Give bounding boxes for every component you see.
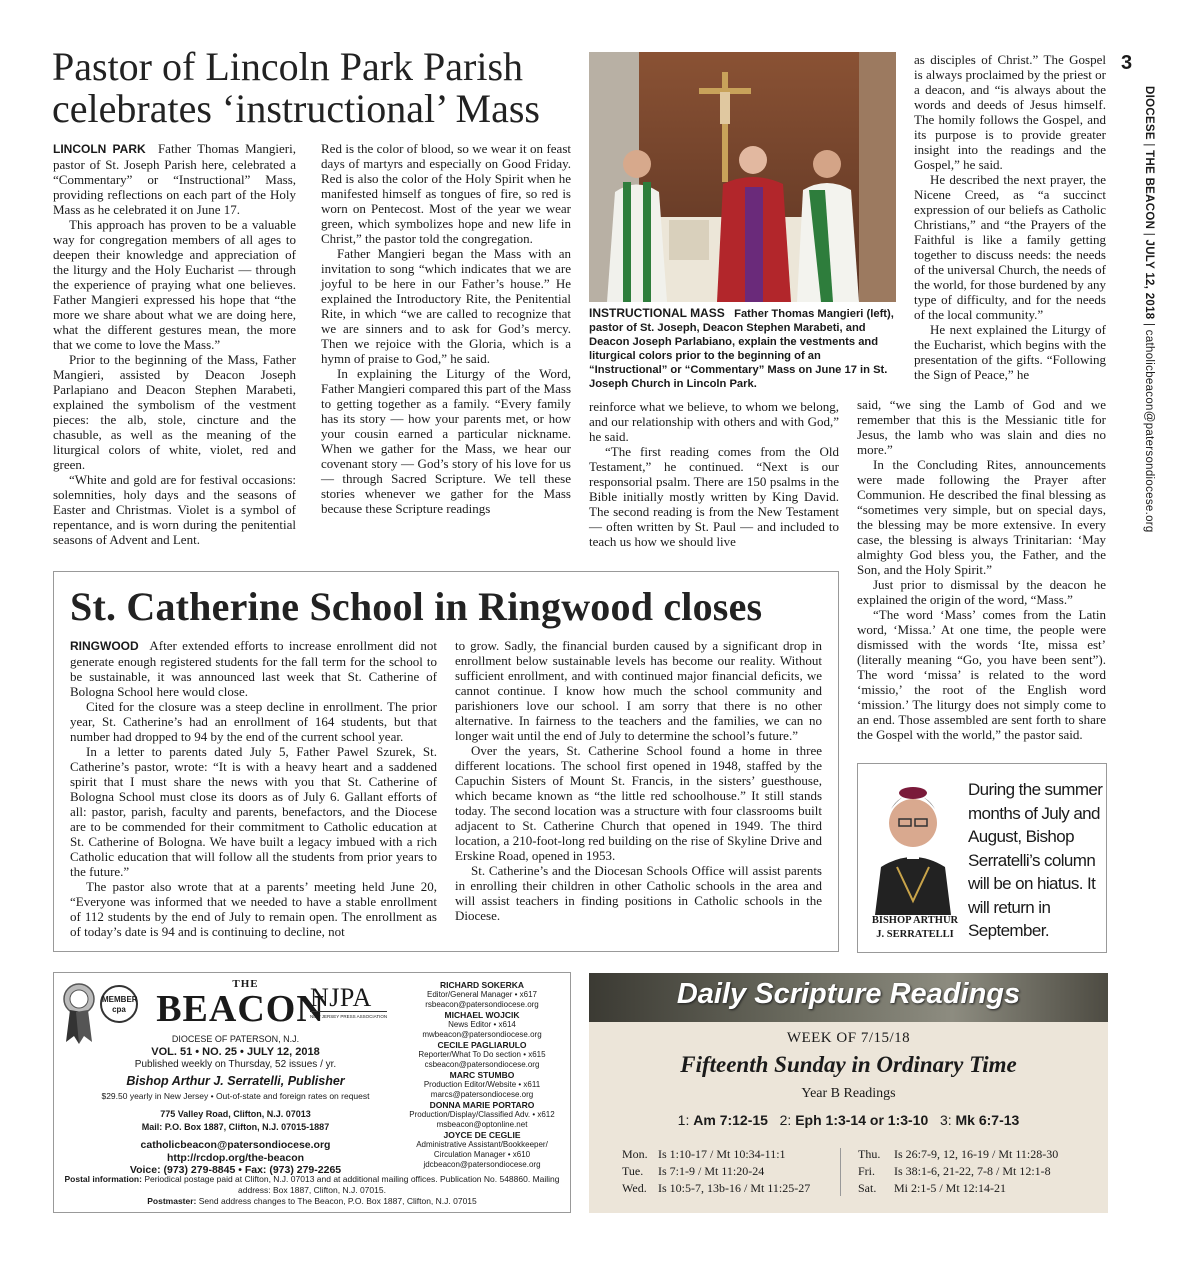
- sunday-reading: 1: Am 7:12-15: [677, 1112, 768, 1128]
- sidebar-paper: THE BEACON: [1143, 150, 1155, 230]
- article1-paragraph: Prior to the beginning of the Mass, Father Mangieri, assisted by Deacon Joseph Parlapiano and Deacon Stephen Marabeti, explained the symbolism of the vestment pieces: the alb, stole, cincture and the chasuble, as well as the meaning of the liturgical colors of white, violet, red and green.: [53, 352, 296, 472]
- article1-paragraph: said, “we sing the Lamb of God and we remember that this is the Messianic title for Jesus, the lamb who was slain and dies no more.”: [857, 397, 1106, 457]
- article1-column-4-continued: [857, 397, 1106, 742]
- article1-paragraph: “The first reading comes from the Old Testament,” he continued. “Next is our responsorial psalm. There are 150 psalms in the Bible initially mostly written by King David. The second reading is from the New Testament — often written by St. Paul — and included to teach us how we should live: [589, 444, 839, 549]
- page-number: 3: [1121, 52, 1133, 74]
- mass-photo: [589, 52, 896, 302]
- readings-year: Year B Readings: [801, 1086, 896, 1101]
- bishop-portrait: [867, 775, 959, 915]
- article2-dateline: RINGWOOD: [70, 639, 139, 653]
- weekday-readings-left: [622, 1146, 837, 1197]
- weekday-reading: Tue. Is 7:1-9 / Mt 11:20-24: [622, 1164, 765, 1178]
- staff-entry: CECILE PAGLIARULO Reporter/What To Do section • x615 csbeacon@patersondiocese.org: [418, 1040, 546, 1069]
- weekday-reading: Wed. Is 10:5-7, 13b-16 / Mt 11:25-27: [622, 1181, 811, 1195]
- article1-column-3: [589, 399, 839, 549]
- masthead-vol: VOL. 51 • NO. 25 • JULY 12, 2018: [151, 1046, 320, 1058]
- mass-photo-illustration: [589, 52, 896, 302]
- article2-paragraph: St. Catherine’s and the Diocesan Schools Office will assist parents in enrolling their children in other Catholic schools in the area and will assist teachers in finding positions in Catholic schools in the Diocese.: [455, 863, 822, 923]
- njpa-logo: NJPA NEW JERSEY PRESS ASSOCIATION: [310, 983, 388, 1019]
- photo-caption: [589, 306, 897, 391]
- article1-paragraph: Father Mangieri began the Mass with an invitation to song “which indicates that we are joyful to be here in our Father’s house.” He explained the Introductory Rite, the Penitential Rite, in which “we are called to recognize that we are sinners and to ask for God’s mercy. Then we rejoice with the Gloria, which is a hymn of praise to God,” he said.: [321, 246, 571, 366]
- weekday-reading: Sat. Mi 2:1-5 / Mt 12:14-21: [858, 1181, 1007, 1195]
- masthead-published: Published weekly on Thursday, 52 issues / yr.: [134, 1059, 337, 1070]
- caption-tag: INSTRUCTIONAL MASS: [589, 306, 725, 320]
- article1-paragraph: “The word ‘Mass’ comes from the Latin word, ‘Missa.’ At one time, the people were dismissed with the words ‘Ite, missa est’ (literally meaning “Go, you have been sent”). The word ‘missa’ is related to the word ‘missio,’ the root of the English word ‘mission.’ The liturgy does not simply come to an end. Those assembled are sent forth to share the Gospel with the world,” the pastor said.: [857, 607, 1106, 742]
- article2-paragraph: Over the years, St. Catherine School found a home in three different locations. The school first opened in 1948, staffed by the Capuchin Sisters of Mount St. Francis, in the sisters’ guesthouse, which became known as “the little red schoolhouse.” It still stands today. The second location was a structure with four classrooms built adjacent to St. Catherine Church that opened in 1949. The third location, a 210-foot-long red building on the rise of Skyline Drive and Erskine Road, opened in 1953.: [455, 743, 822, 863]
- staff-entry: JOYCE DE CEGLIE Administrative Assistant/Bookkeeper/ Circulation Manager • x610 jdcbeacon@patersondiocese.org: [416, 1130, 548, 1169]
- sidebar-section: DIOCESE: [1143, 86, 1155, 140]
- sunday-reading: 3: Mk 6:7-13: [939, 1112, 1020, 1128]
- article2-paragraph: RINGWOOD After extended efforts to increase enrollment did not generate enough registered students for the fall term for the school to be sustainable, it was announced last week that St. Catherine of Bologna School here would close.: [70, 638, 438, 699]
- article2-column-1: [70, 638, 437, 939]
- article1-dateline: LINCOLN PARK: [53, 142, 146, 156]
- masthead-staff-list: [398, 980, 566, 1170]
- sunday-reading: 2: Eph 1:3-14 or 1:3-10: [779, 1112, 929, 1128]
- article1-paragraph: In explaining the Liturgy of the Word, Father Mangieri compared this part of the Mass to getting together as a family. “Every family has its story — how your parents met, or how your cousin earned a particular nickname. When we gather for the Mass, we hear our covenant story — God’s story of his love for us — through Sacred Scripture. We tell these stories whenever we gather for the Mass because these Scripture readings: [321, 366, 571, 516]
- masthead-address: 775 Valley Road, Clifton, N.J. 07013: [160, 1109, 311, 1119]
- cpa-member-badge: MEMBER cpa: [100, 985, 138, 1023]
- masthead-email-link[interactable]: catholicbeacon@patersondiocese.org: [140, 1139, 331, 1151]
- bishop-portrait-image: [867, 775, 959, 915]
- article2-paragraph: In a letter to parents dated July 5, Father Pawel Szurek, St. Catherine’s pastor, wrote: “It is with a heavy heart and a saddened spirit that I must share the news with you that St. Catherine of Bologna School must close its doors as of July 6. Gallant efforts of all: pastor, parish, faculty and parents, benefactors, and the Diocese are to be commended for their commitment to Catholic education at St. Catherine of Bologna. We have built a legacy imbued with a rich Catholic education that will follow all the students from prior years to the future.”: [70, 744, 437, 879]
- masthead-postal: Postal information: Periodical postage paid at Clifton, N.J. 07013 and at additional mailing offices. Publication No. 548860. Mailing address: Box 1887, Clifton, N.J. 07015. Postmaster: Send address changes to The Beacon, P.O. Box 1887, Clifton, N.J. 07015: [64, 1174, 560, 1206]
- article1-headline-line2: celebrates ‘instructional’ Mass: [52, 86, 540, 131]
- bishop-notice-text: During the summer months of July and August, Bishop Serratelli’s column will be on hiatus. It will return in September.: [968, 780, 1103, 940]
- masthead-mail: Mail: P.O. Box 1887, Clifton, N.J. 07015-1887: [141, 1121, 330, 1132]
- article1-headline: [52, 46, 582, 130]
- beacon-logo: BEACON: [156, 987, 325, 1030]
- weekday-reading: Mon. Is 1:10-17 / Mt 10:34-11:1: [622, 1147, 786, 1161]
- readings-sunday: Fifteenth Sunday in Ordinary Time: [680, 1052, 1017, 1077]
- sidebar-date: JULY 12, 2018: [1143, 239, 1155, 320]
- caption-text: Father Thomas Mangieri (left), pastor of St. Joseph, Deacon Stephen Marabeti, and Deacon Joseph Parlabiano, explain the vestments and liturgical colors prior to the beginning of an “Instructional” or “Commentary” Mass on June 17 in St. Joseph Church in Lincoln Park.: [589, 308, 894, 390]
- weekday-reading: Fri. Is 38:1-6, 21-22, 7-8 / Mt 12:1-8: [858, 1164, 1051, 1178]
- article1-paragraph: reinforce what we believe, to whom we belong, and our relationship with others and with God,” he said.: [589, 399, 839, 444]
- article1-headline-line1: Pastor of Lincoln Park Parish: [52, 44, 524, 89]
- article1-column-4: [914, 52, 1106, 382]
- article1-paragraph: LINCOLN PARK Father Thomas Mangieri, pastor of St. Joseph Parish here, celebrated a “Commentary” or “Instructional” Mass, providing reflections on each part of the Holy Mass as he celebrated it on June 17.: [53, 141, 296, 217]
- staff-entry: RICHARD SOKERKA Editor/General Manager • x617 rsbeacon@patersondiocese.org: [425, 980, 539, 1009]
- readings-title: Daily Scripture Readings: [676, 978, 1021, 1010]
- article1-paragraph: He next explained the Liturgy of the Eucharist, which begins with the presentation of the gifts. “Following the Sign of Peace,” he: [914, 322, 1106, 382]
- article1-paragraph: This approach has proven to be a valuable way for congregation members of all ages to deepen their knowledge and appreciation of the liturgy and the Holy Eucharist — through the experience of praying what one believes. Father Mangieri expressed his hope that “the more we share about what we are doing here, what the different gestures mean, the more that we come to love the Mass.”: [53, 217, 296, 352]
- staff-entry: MARC STUMBO Production Editor/Website • x611 marcs@patersondiocese.org: [423, 1070, 541, 1099]
- article2-column-2: [455, 638, 822, 923]
- readings-divider: [840, 1148, 841, 1196]
- article1-column-1: [53, 141, 296, 547]
- masthead-web-link[interactable]: http://rcdop.org/the-beacon: [166, 1151, 305, 1164]
- masthead-price: $29.50 yearly in New Jersey • Out-of-state and foreign rates on request: [101, 1090, 370, 1101]
- masthead-publisher: Bishop Arthur J. Serratelli, Publisher: [126, 1073, 345, 1088]
- article1-paragraph: as disciples of Christ.” The Gospel is always proclaimed by the priest or a deacon, and “is always about the words and deeds of Jesus himself. The homily follows the Gospel, and its purpose is to provide greater insight into the readings and the Gospel,” he said.: [914, 52, 1106, 172]
- logo-the: THE: [232, 978, 259, 990]
- article2-paragraph: Cited for the closure was a steep decline in enrollment. The prior year, St. Catherine’s had an enrollment of 164 students, but that number had dropped to 94 by the end of the current school year.: [70, 699, 437, 744]
- article1-paragraph: In the Concluding Rites, announcements were made following the Prayer after Communion. He described the final blessing as “sometimes very simple, but on special days, the blessing may be more extensive. In every case, the blessing is always Trinitarian: ‘May almighty God bless you, the Father, and the Son, and the Holy Spirit.”: [857, 457, 1106, 577]
- article2-paragraph: The pastor also wrote that at a parents’ meeting held June 20, “Everyone was informed that we needed to have a stable enrollment of 112 students by the end of July to remain open. The enrollment as of today’s date is 94 and is continuing to decline, not: [70, 879, 437, 939]
- staff-entry: DONNA MARIE PORTARO Production/Display/Classified Adv. • x612 msbeacon@optonline.net: [409, 1100, 555, 1129]
- weekday-reading: Thu. Is 26:7-9, 12, 16-19 / Mt 11:28-30: [858, 1147, 1059, 1161]
- article1-paragraph: Red is the color of blood, so we wear it on feast days of martyrs and especially on Good Friday. Red is also the color of the Holy Spirit when he manifested himself as tongues of fire, so red is worn on Pentecost. Most of the year we wear green, which symbolizes hope and new life in Christ,” the pastor told the congregation.: [321, 141, 571, 246]
- article1-paragraph: He described the next prayer, the Nicene Creed, as “a succinct expression of our beliefs as Catholic Christians,” and “the Prayers of the Faithful is like a family getting together to discuss needs: the needs of the universal Church, the needs of the world, for those burdened by any type of difficulty, and for the needs of the local community.”: [914, 172, 1106, 322]
- weekday-readings-right: [858, 1146, 1103, 1197]
- article1-paragraph: “White and gold are for festival occasions: solemnities, holy days and the seasons of Easter and Christmas. Violet is a symbol of repentance, and is worn during the penitential seasons of Advent and Lent.: [53, 472, 296, 547]
- staff-entry: MICHAEL WOJCIK News Editor • x614 mwbeacon@patersondiocese.org: [422, 1010, 542, 1039]
- article2-headline: St. Catherine School in Ringwood closes: [70, 584, 763, 629]
- masthead-diocese: DIOCESE OF PATERSON, N.J.: [171, 1033, 300, 1044]
- bishop-name: BISHOP ARTHUR J. SERRATELLI: [871, 915, 959, 940]
- article1-paragraph: Just prior to dismissal by the deacon he explained the origin of the word, “Mass.”: [857, 577, 1106, 607]
- readings-week: WEEK OF 7/15/18: [786, 1030, 911, 1046]
- article2-paragraph: to grow. Sadly, the financial burden caused by a significant drop in enrollment below sustainable levels has become our reality. Without sufficient enrollment, and with continued major financial deficits, we cannot continue. I know how much the school community and parishioners love our school. I am sorry that there is no other alternative. In fairness to the teachers and the families, we can no longer wait until the end of July to determine the school’s future.”: [455, 638, 822, 743]
- masthead-phone: Voice: (973) 279-8845 • Fax: (973) 279-2265: [129, 1164, 342, 1176]
- page-sidebar: DIOCESE | THE BEACON | JULY 12, 2018 | catholicbeacon@patersondiocese.org: [1143, 86, 1155, 533]
- sidebar-email: catholicbeacon@patersondiocese.org: [1143, 329, 1155, 533]
- sunday-readings: [589, 1112, 1108, 1128]
- article1-column-2: [321, 141, 571, 516]
